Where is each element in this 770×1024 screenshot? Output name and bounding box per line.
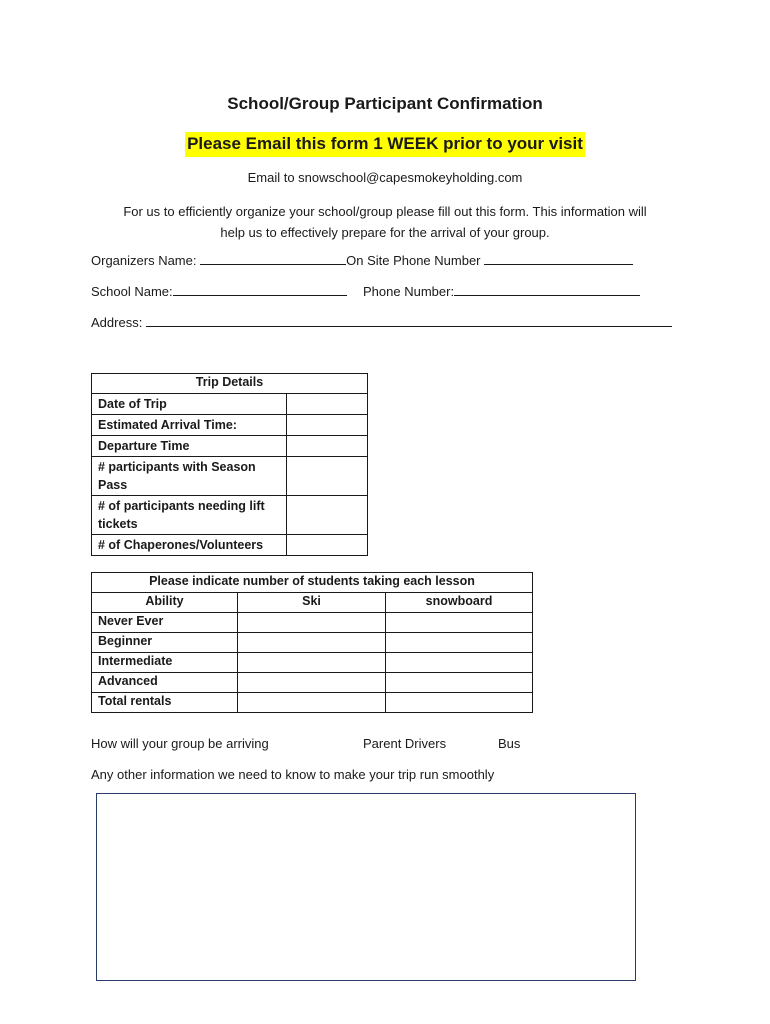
snowboard-count-cell[interactable] <box>386 653 533 673</box>
lesson-table-header-row <box>92 573 533 593</box>
school-row <box>91 283 347 299</box>
ski-count-cell[interactable] <box>238 693 386 713</box>
intro-text <box>80 201 690 243</box>
column-header-ski: Ski <box>238 593 386 613</box>
trip-table-header-row <box>92 374 368 394</box>
trip-row-label: # participants with Season Pass <box>92 457 287 496</box>
lesson-table-header: Please indicate number of students taking each lesson <box>92 573 533 593</box>
trip-row-label: Departure Time <box>92 436 287 457</box>
arrival-option-bus[interactable]: Bus <box>498 736 521 751</box>
season-pass-count-cell[interactable] <box>287 457 368 496</box>
form-title: School/Group Participant Confirmation <box>227 94 543 113</box>
table-row <box>92 415 368 436</box>
table-row <box>92 496 368 535</box>
phone-number-label: Phone Number: <box>363 284 455 299</box>
phone-row <box>363 283 640 299</box>
address-field[interactable] <box>146 314 672 327</box>
ability-label: Never Ever <box>92 613 238 633</box>
intro-line-1: For us to efficiently organize your school/group please fill out this form. This information will <box>123 204 647 219</box>
date-of-trip-cell[interactable] <box>287 394 368 415</box>
organizer-name-field[interactable] <box>200 252 346 265</box>
ability-label: Total rentals <box>92 693 238 713</box>
snowboard-count-cell[interactable] <box>386 673 533 693</box>
column-header-snowboard: snowboard <box>386 593 533 613</box>
arrival-question: How will your group be arriving <box>91 736 269 751</box>
other-info-textbox[interactable] <box>96 793 636 981</box>
arrival-option-parent-drivers[interactable]: Parent Drivers <box>363 736 447 751</box>
trip-row-label: Estimated Arrival Time: <box>92 415 287 436</box>
ski-count-cell[interactable] <box>238 613 386 633</box>
ski-count-cell[interactable] <box>238 653 386 673</box>
table-row <box>92 436 368 457</box>
email-instruction: Email to snowschool@capesmokeyholding.com <box>247 170 523 185</box>
ability-label: Advanced <box>92 673 238 693</box>
snowboard-count-cell[interactable] <box>386 693 533 713</box>
ski-count-cell[interactable] <box>238 673 386 693</box>
trip-row-label: # of Chaperones/Volunteers <box>92 535 287 556</box>
address-row <box>91 314 672 330</box>
school-name-field[interactable] <box>173 283 347 296</box>
table-row <box>92 633 533 653</box>
intro-line-2: help us to effectively prepare for the arrival of your group. <box>220 225 550 240</box>
organizer-name-label: Organizers Name: <box>91 253 197 268</box>
ability-label: Intermediate <box>92 653 238 673</box>
table-row <box>92 535 368 556</box>
trip-row-label: Date of Trip <box>92 394 287 415</box>
email-deadline-notice: Please Email this form 1 WEEK prior to your visit <box>185 132 585 157</box>
column-header-ability: Ability <box>92 593 238 613</box>
onsite-phone-label: On Site Phone Number <box>346 253 481 268</box>
snowboard-count-cell[interactable] <box>386 633 533 653</box>
table-row <box>92 613 533 633</box>
trip-row-label: # of participants needing lift tickets <box>92 496 287 535</box>
trip-table-header: Trip Details <box>92 374 368 394</box>
chaperones-count-cell[interactable] <box>287 535 368 556</box>
snowboard-count-cell[interactable] <box>386 613 533 633</box>
table-row <box>92 673 533 693</box>
ability-label: Beginner <box>92 633 238 653</box>
departure-time-cell[interactable] <box>287 436 368 457</box>
school-name-label: School Name: <box>91 284 173 299</box>
lesson-table <box>91 572 533 713</box>
lesson-columns-row <box>92 593 533 613</box>
table-row <box>92 394 368 415</box>
arrival-time-cell[interactable] <box>287 415 368 436</box>
address-label: Address: <box>91 315 143 330</box>
notice-container <box>0 132 770 157</box>
ski-count-cell[interactable] <box>238 633 386 653</box>
lift-tickets-count-cell[interactable] <box>287 496 368 535</box>
table-row <box>92 457 368 496</box>
onsite-phone-field[interactable] <box>484 252 633 265</box>
table-row <box>92 693 533 713</box>
organizer-row <box>91 252 633 268</box>
table-row <box>92 653 533 673</box>
other-info-label: Any other information we need to know to make your trip run smoothly <box>91 767 495 782</box>
phone-number-field[interactable] <box>454 283 640 296</box>
trip-details-table <box>91 373 368 556</box>
